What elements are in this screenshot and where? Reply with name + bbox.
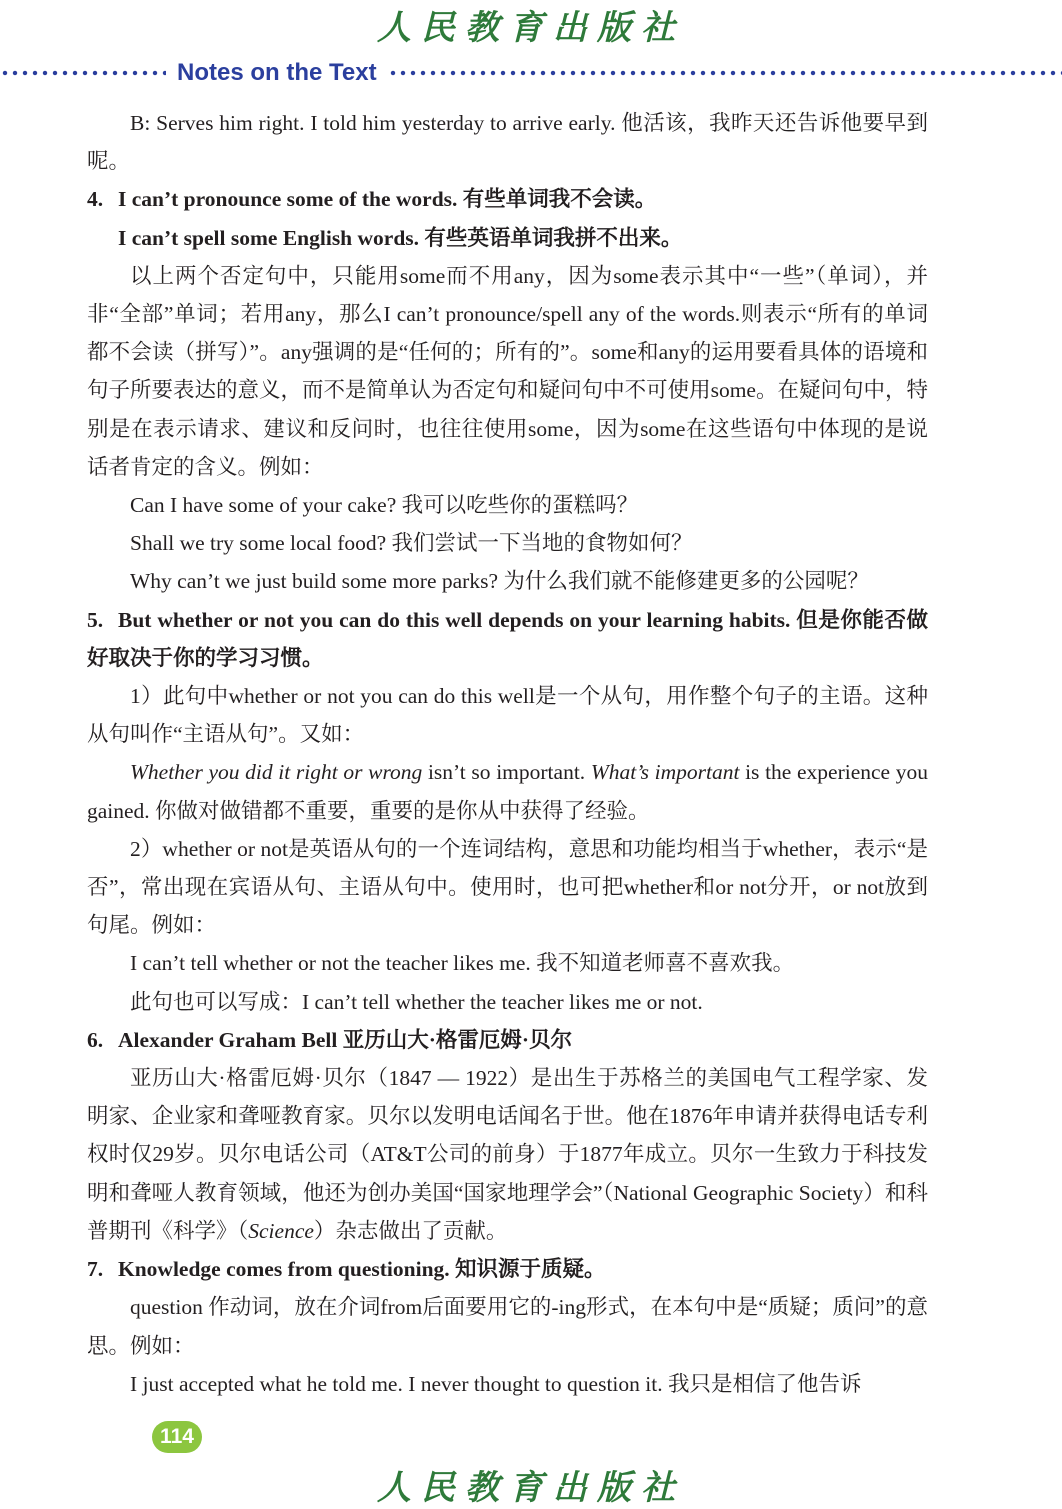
- example-sentence: I just accepted what he told me. I never thought to question it. 我只是相信了他告诉: [130, 1371, 862, 1396]
- note-6-explanation: [87, 1059, 928, 1250]
- example-sentence: 此句也可以写成：I can’t tell whether the teacher likes me or not.: [130, 989, 703, 1014]
- note-4-sentence-a: I can’t pronounce some of the words. 有些单词我不会读。: [118, 187, 657, 212]
- publisher-logo-bottom: 人民教育出版社: [377, 1468, 685, 1508]
- note-4-heading: [87, 180, 928, 218]
- note-number: 6.: [87, 1027, 104, 1052]
- note-number: 5.: [87, 607, 104, 632]
- section-header: [0, 56, 1062, 90]
- note-number: 7.: [87, 1257, 104, 1282]
- header-dots-right: [388, 70, 1062, 76]
- section-title: Notes on the Text: [177, 59, 377, 86]
- publisher-logo-top: 人民教育出版社: [377, 8, 685, 48]
- italic-clause: What’s important: [590, 760, 740, 785]
- example-sentence: I can’t tell whether or not the teacher likes me. 我不知道老师喜不喜欢我。: [130, 951, 795, 976]
- page-body: [87, 104, 928, 1403]
- note-6-text-end: ）杂志做出了贡献。: [313, 1218, 508, 1243]
- note-4-sentence-b: I can’t spell some English words. 有些英语单词我拼不出来。: [118, 225, 683, 250]
- note-7-heading: [87, 1250, 928, 1288]
- note-6-heading: [87, 1021, 928, 1059]
- example-sentence: Shall we try some local food? 我们尝试一下当地的食物如何？: [130, 531, 693, 556]
- note-5-point-1: 1）此句中whether or not you can do this well是一个从句，用作整个句子的主语。这种从句叫作“主语从句”。又如：: [87, 684, 928, 747]
- example-sentence: Can I have some of your cake? 我可以吃些你的蛋糕吗？: [130, 493, 639, 518]
- example-text: is the experience you gained. 你做对做错都不重要，重要的是你从中获得了经验。: [87, 760, 928, 823]
- note-5-sentence: But whether or not you can do this well depends on your learning habits. 但是你能否做好取决于你的学习习惯。: [87, 607, 928, 670]
- note-4-explanation: 以上两个否定句中，只能用some而不用any，因为some表示其中“一些”（单词），并非“全部”单词；若用any，那么I can’t pronounce/spell any of the words.则表示“所有的单词都不会读（拼写）”。any强调的是“任何的；所有的”。some和any的运用要看具体的语境和句子所要表达的意义，而不是简单认为否定句和疑问句中不可使用some。在疑问句中，特别是在表示请求、建议和反问时，也往往使用some，因为some在这些语句中体现的是说话者肯定的含义。例如：: [87, 263, 928, 479]
- note-number: 4.: [87, 187, 104, 212]
- example-sentence: [87, 753, 928, 829]
- note-7-explanation: question 作动词，放在介词from后面要用它的-ing形式，在本句中是“质疑；质问”的意思。例如：: [87, 1295, 928, 1358]
- example-sentence: Why can’t we just build some more parks? 为什么我们就不能修建更多的公园呢？: [130, 569, 869, 594]
- italic-clause: Whether you did it right or wrong: [130, 760, 423, 785]
- note-7-sentence: Knowledge comes from questioning. 知识源于质疑。: [118, 1257, 606, 1282]
- journal-name: Science: [248, 1218, 314, 1243]
- example-text: isn’t so important.: [422, 760, 591, 785]
- dialogue-line: B: Serves him right. I told him yesterday to arrive early. 他活该，我昨天还告诉他要早到呢。: [87, 111, 928, 174]
- header-dots-left: [0, 70, 166, 76]
- note-6-text: 亚历山大·格雷厄姆·贝尔（1847 — 1922）是出生于苏格兰的美国电气工程学家、发明家、企业家和聋哑教育家。贝尔以发明电话闻名于世。他在1876年申请并获得电话专利权时仅29岁。贝尔电话公司（AT&T公司的前身）于1877年成立。贝尔一生致力于科技发明和聋哑人教育领域，他还为创办美国“国家地理学会”（National Geographic Society）和科普期刊《科学》（: [87, 1066, 928, 1243]
- note-5-heading: [87, 601, 928, 677]
- page-number-badge: 114: [152, 1421, 202, 1453]
- note-6-title: Alexander Graham Bell 亚历山大·格雷厄姆·贝尔: [118, 1027, 573, 1052]
- note-5-point-2: 2）whether or not是英语从句的一个连词结构，意思和功能均相当于whether，表示“是否”，常出现在宾语从句、主语从句中。使用时，也可把whether和or not分开，or not放到句尾。例如：: [87, 836, 928, 938]
